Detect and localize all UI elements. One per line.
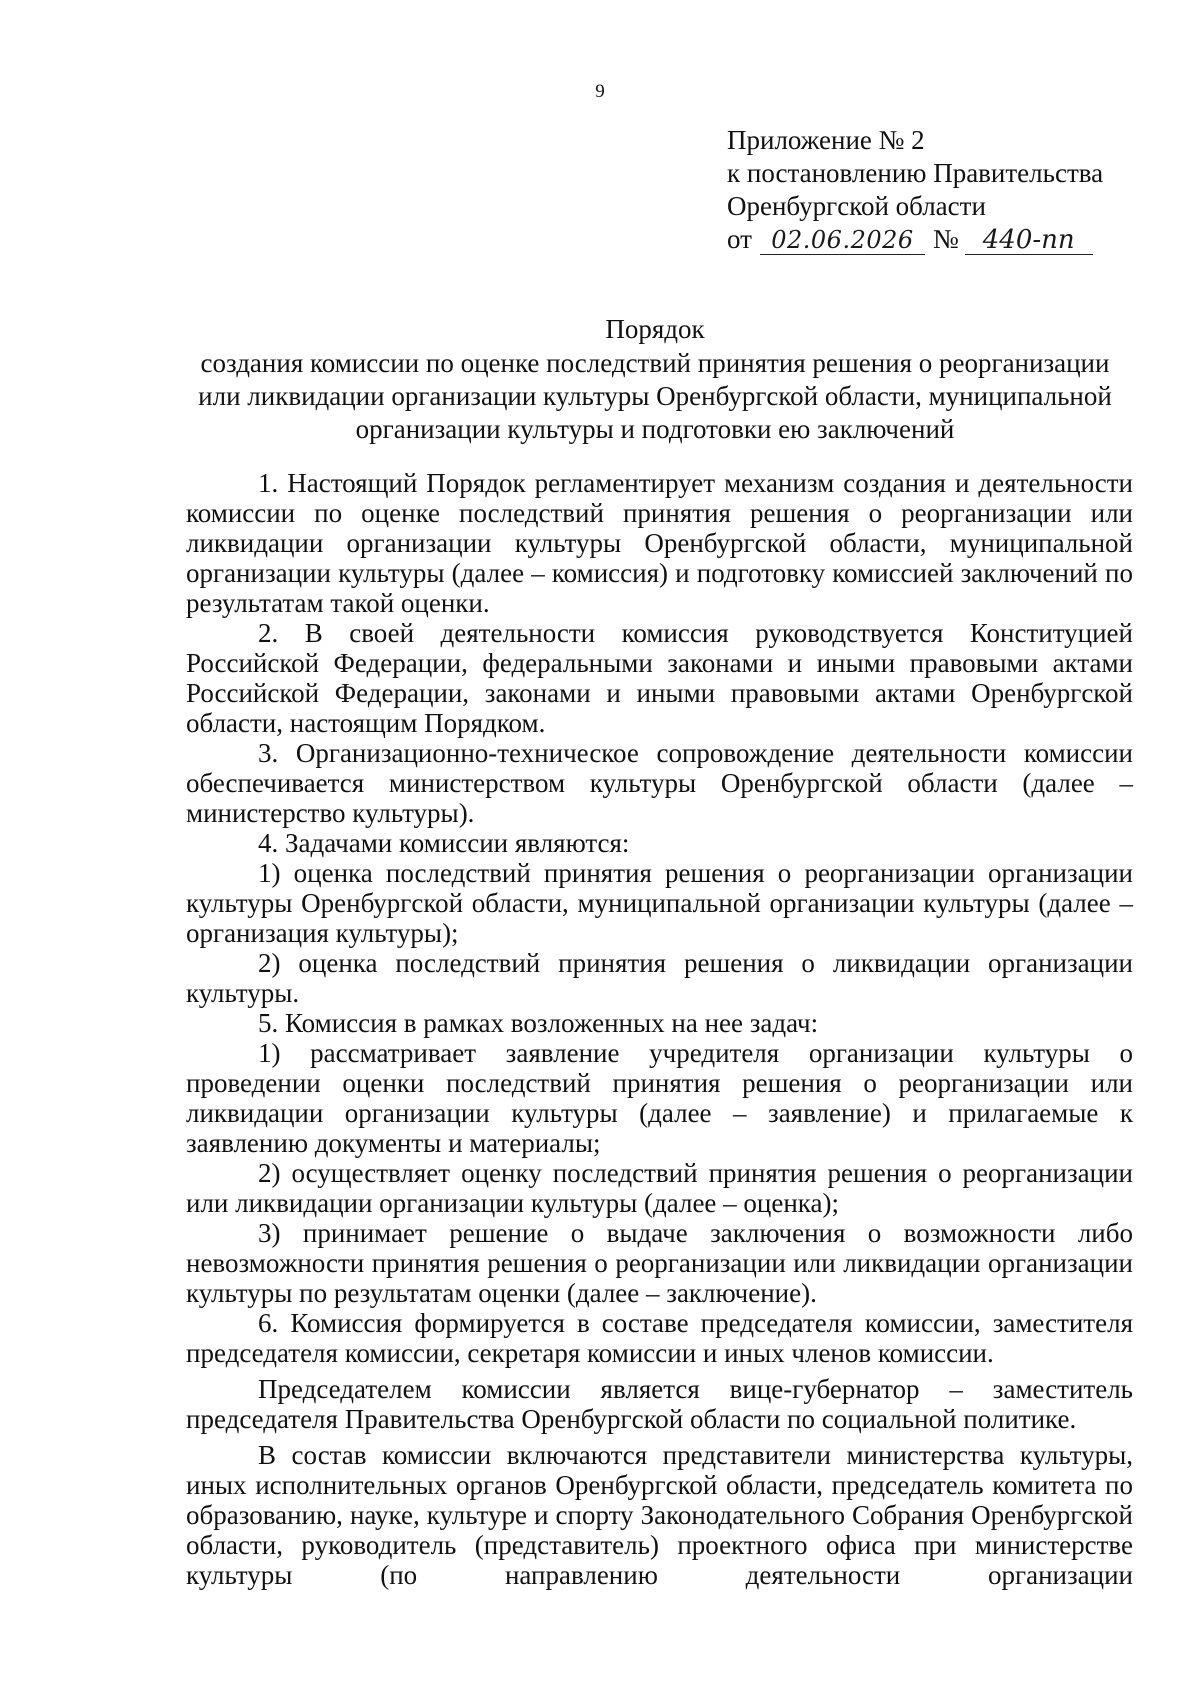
appendix-region: Оренбургской области: [727, 191, 986, 221]
handwritten-date: 02.06.2026: [760, 226, 925, 255]
paragraph: 3) принимает решение о выдаче заключения о возможности либо невозможности принятия решения о реорганизации или ликвидации организации культуры по результатам оценки (далее – заключение).: [186, 1218, 1133, 1308]
appendix-reference: к постановлению Правительства: [727, 158, 1104, 188]
paragraph: 6. Комиссия формируется в составе председателя комиссии, заместителя председателя комиссии, секретаря комиссии и иных членов комиссии.: [186, 1308, 1133, 1368]
paragraph: 2. В своей деятельности комиссия руководствуется Конституцией Российской Федерации, федеральными законами и иными правовыми актами Российской Федерации, законами и иными правовыми актами Оренбургской области, настоящим Порядком.: [186, 618, 1133, 738]
document-title-block: [180, 312, 1130, 446]
paragraph: 1. Настоящий Порядок регламентирует механизм создания и деятельности комиссии по оценке последствий принятия решения о реорганизации или ликвидации организации культуры Оренбургской области, муниципальной организации культуры (далее – комиссия) и подготовку комиссией заключений по результатам такой оценки.: [186, 468, 1133, 618]
paragraph: 4. Задачами комиссии являются:: [258, 828, 630, 858]
appendix-block: [727, 124, 1103, 256]
paragraph: Председателем комиссии является вице-губернатор – заместитель председателя Правительства Оренбургской области по социальной политике.: [186, 1374, 1133, 1434]
number-sign: №: [932, 224, 959, 254]
paragraph: 5. Комиссия в рамках возложенных на нее задач:: [258, 1008, 819, 1038]
paragraph: 1) рассматривает заявление учредителя организации культуры о проведении оценки последствий принятия решения о реорганизации или ликвидации организации культуры (далее – заявление) и прилагаемые к заявлению документы и материалы;: [186, 1038, 1133, 1158]
document-body: [186, 468, 1133, 1590]
handwritten-number: 440-пп: [965, 226, 1093, 255]
page-number: 9: [595, 81, 605, 102]
paragraph: 2) оценка последствий принятия решения о ликвидации организации культуры.: [186, 948, 1133, 1008]
appendix-title: Приложение № 2: [727, 125, 925, 155]
document-heading: Порядок: [605, 314, 705, 344]
document-subtitle: создания комиссии по оценке последствий принятия решения о реорганизации или ликвидации организации культуры Оренбургской области, муниципальной организации культуры и подготовки ею заключений: [198, 348, 1112, 444]
paragraph: 3. Организационно-техническое сопровождение деятельности комиссии обеспечивается министерством культуры Оренбургской области (далее – министерство культуры).: [186, 738, 1133, 828]
paragraph: 1) оценка последствий принятия решения о реорганизации организации культуры Оренбургской области, муниципальной организации культуры (далее – организация культуры);: [186, 858, 1133, 948]
from-label: от: [727, 224, 752, 254]
paragraph: 2) осуществляет оценку последствий принятия решения о реорганизации или ликвидации организации культуры (далее – оценка);: [186, 1158, 1133, 1218]
appendix-date-number-line: [727, 223, 1103, 256]
paragraph: В состав комиссии включаются представители министерства культуры, иных исполнительных органов Оренбургской области, председатель комитета по образованию, науке, культуре и спорту Законодательного Собрания Оренбургской области, руководитель (представитель) проектного офиса при министерстве культуры (по направлению деятельности организации: [186, 1440, 1133, 1590]
